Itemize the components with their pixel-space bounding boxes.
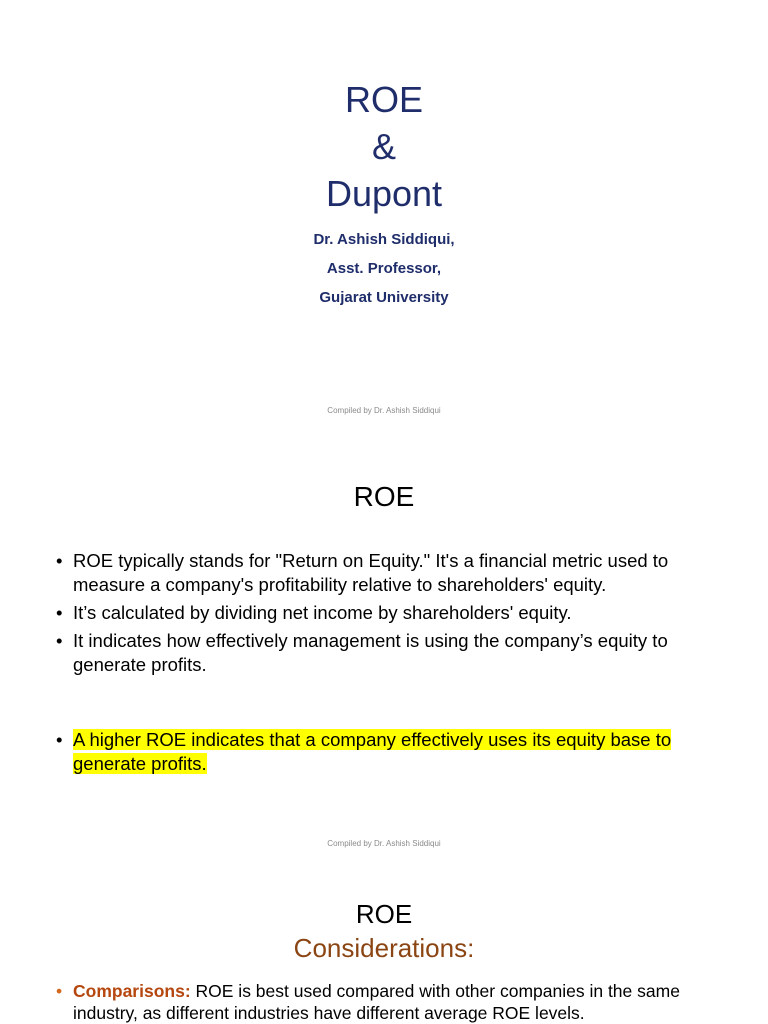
title-line-dupont: Dupont (325, 173, 443, 214)
title-slide (0, 0, 768, 432)
consideration-item (56, 980, 736, 1024)
highlight-bullet-item (56, 728, 736, 776)
author-title: Asst. Professor, (326, 260, 442, 277)
slide-footer: Compiled by Dr. Ashish Siddiqui (327, 839, 441, 848)
slide-subtitle: Considerations: (293, 933, 475, 963)
roe-considerations-slide (0, 864, 768, 1024)
title-line-ampersand: & (371, 126, 396, 167)
bullet-list (56, 549, 736, 681)
slide-title: ROE (353, 481, 415, 512)
consideration-text: ROE is best used compared with other companies in the same industry, as different industries have different average ROE levels. (73, 981, 680, 1023)
author-affiliation: Gujarat University (319, 289, 449, 306)
title-line-roe: ROE (344, 79, 423, 120)
bullet-item: • It indicates how effectively management is using the company’s equity to generate profits. (56, 629, 736, 677)
bullet-item: • It’s calculated by dividing net income by shareholders' equity. (56, 601, 736, 625)
considerations-list (56, 980, 736, 1024)
bullet-item: • ROE typically stands for "Return on Equity." It's a financial metric used to measure a company's profitability relative to shareholders' equity. (56, 549, 736, 597)
roe-definition-slide (0, 432, 768, 864)
author-name: Dr. Ashish Siddiqui, (313, 231, 455, 248)
highlighted-text: A higher ROE indicates that a company effectively uses its equity base to generate profits. (73, 729, 672, 774)
highlight-bullet-list (56, 728, 736, 780)
slide-footer: Compiled by Dr. Ashish Siddiqui (327, 406, 441, 415)
consideration-term: Comparisons: (73, 981, 191, 1001)
slide-title: ROE (355, 899, 413, 929)
